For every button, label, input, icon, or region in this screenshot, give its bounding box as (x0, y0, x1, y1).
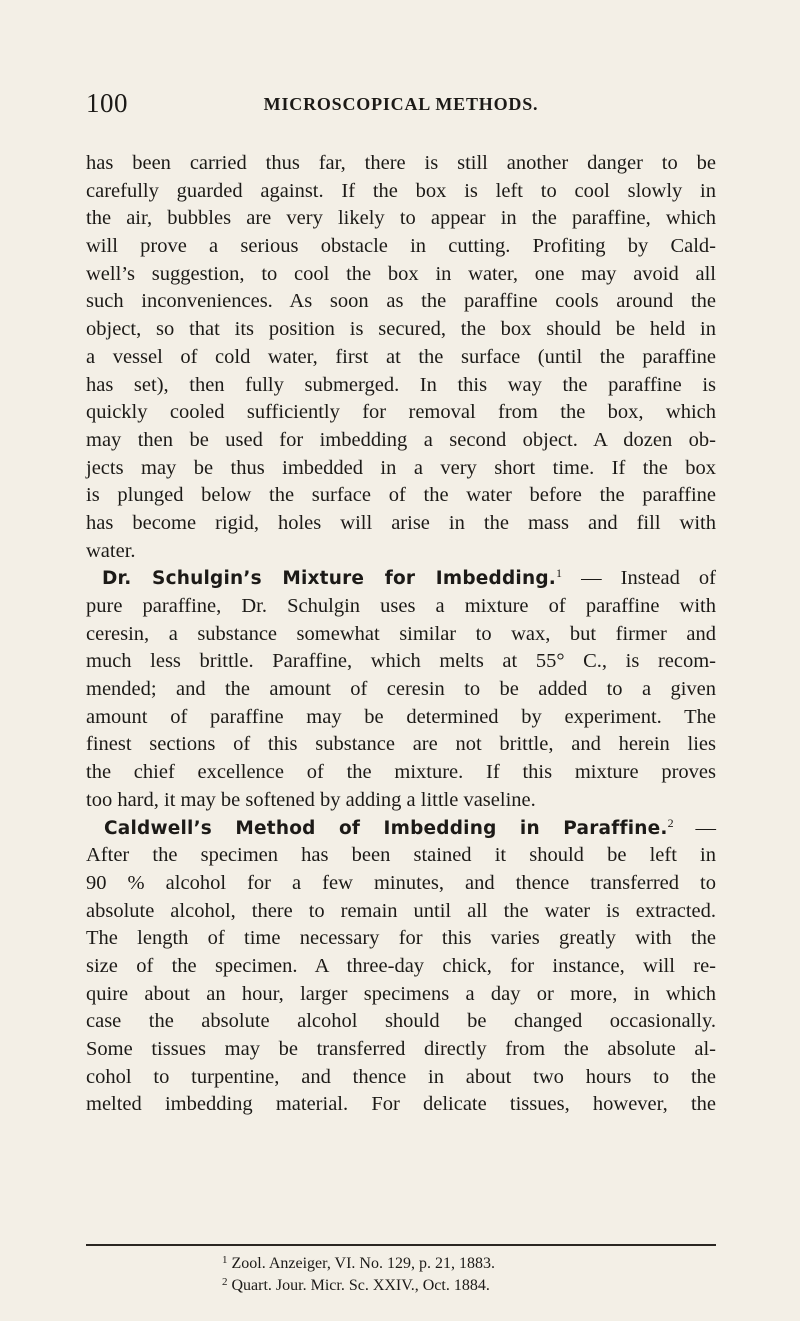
body-text (86, 150, 716, 1119)
text-line: the air, bubbles are very likely to appear in the paraffine, which (86, 207, 716, 230)
footnote-text: Zool. Anzeiger, VI. No. 129, p. 21, 1883. (231, 1255, 495, 1272)
section-heading-caldwell: Caldwell’s Method of Imbedding in Paraffine. (104, 817, 668, 839)
text-line: water. (86, 539, 136, 562)
text-line: pure paraffine, Dr. Schulgin uses a mixture of paraffine with (86, 595, 716, 617)
text-line: will prove a serious obstacle in cutting. Profiting by Cald- (86, 235, 716, 258)
text-line: a vessel of cold water, first at the surface (until the paraffine (86, 345, 716, 368)
text-line: has been carried thus far, there is still another danger to be (86, 152, 716, 174)
footnote-divider (86, 1244, 716, 1246)
text-line: the chief excellence of the mixture. If this mixture proves (86, 761, 716, 784)
text-line: finest sections of this substance are not brittle, and herein lies (86, 733, 716, 756)
text-line: case the absolute alcohol should be changed occasionally. (86, 1010, 716, 1033)
text-line: Some tissues may be transferred directly from the absolute al- (86, 1038, 716, 1060)
text-line: ceresin, a substance somewhat similar to wax, but firmer and (86, 622, 716, 645)
text-line: absolute alcohol, there to remain until all the water is extracted. (86, 899, 716, 922)
text-line: too hard, it may be softened by adding a little vaseline. (86, 788, 536, 811)
text-line: After the specimen has been stained it should be left in (86, 844, 716, 867)
text-line: size of the specimen. A three-day chick, for instance, will re- (86, 954, 716, 977)
footnote-mark: 2 (222, 1276, 228, 1288)
section-heading-schulgin: Dr. Schulgin’s Mixture for Imbedding. (102, 568, 557, 590)
text-line: such inconveniences. As soon as the paraffine cools around the (86, 290, 716, 313)
section-lead-line (86, 565, 716, 593)
text-line: jects may be thus imbedded in a very short time. If the box (86, 456, 716, 479)
text-line: quire about an hour, larger specimens a day or more, in which (86, 982, 716, 1005)
text-line: quickly cooled sufficiently for removal from the box, which (86, 401, 716, 424)
text-line: has set), then fully submerged. In this way the paraffine is (86, 373, 716, 396)
section-lead-line (86, 815, 716, 843)
footnote-ref: 2 (667, 815, 674, 830)
text-line: The length of time necessary for this varies greatly with the (86, 927, 716, 950)
running-head (86, 88, 716, 120)
text-line: has become rigid, holes will arise in the mass and fill with (86, 511, 716, 534)
footnote-1 (222, 1253, 702, 1275)
footnote-2 (222, 1275, 702, 1297)
text-line: object, so that its position is secured, the box should be held in (86, 318, 716, 341)
text-line: melted imbedding material. For delicate tissues, however, the (86, 1093, 716, 1116)
text-line: 90 % alcohol for a few minutes, and thence transferred to (86, 871, 716, 894)
text-line: may then be used for imbedding a second object. A dozen ob- (86, 428, 716, 451)
footnotes (222, 1253, 702, 1297)
section-lead-text: — (673, 816, 717, 839)
text-line: cohol to turpentine, and thence in about two hours to the (86, 1065, 716, 1088)
section-lead-text: — Instead of (562, 567, 716, 590)
text-line: carefully guarded against. If the box is left to cool slowly in (86, 179, 716, 202)
text-line: well’s suggestion, to cool the box in water, one may avoid all (86, 262, 716, 285)
page-number: 100 (86, 88, 128, 118)
footnote-mark: 1 (222, 1254, 228, 1266)
footnote-ref: 1 (556, 566, 563, 581)
text-line: amount of paraffine may be determined by experiment. The (86, 705, 716, 728)
running-title: MICROSCOPICAL METHODS. (263, 94, 539, 114)
text-line: much less brittle. Paraffine, which melts at 55° C., is recom- (86, 650, 716, 673)
text-line: mended; and the amount of ceresin to be added to a given (86, 678, 716, 701)
footnote-text: Quart. Jour. Micr. Sc. XXIV., Oct. 1884. (231, 1277, 490, 1294)
text-line: is plunged below the surface of the water before the paraffine (86, 484, 716, 507)
